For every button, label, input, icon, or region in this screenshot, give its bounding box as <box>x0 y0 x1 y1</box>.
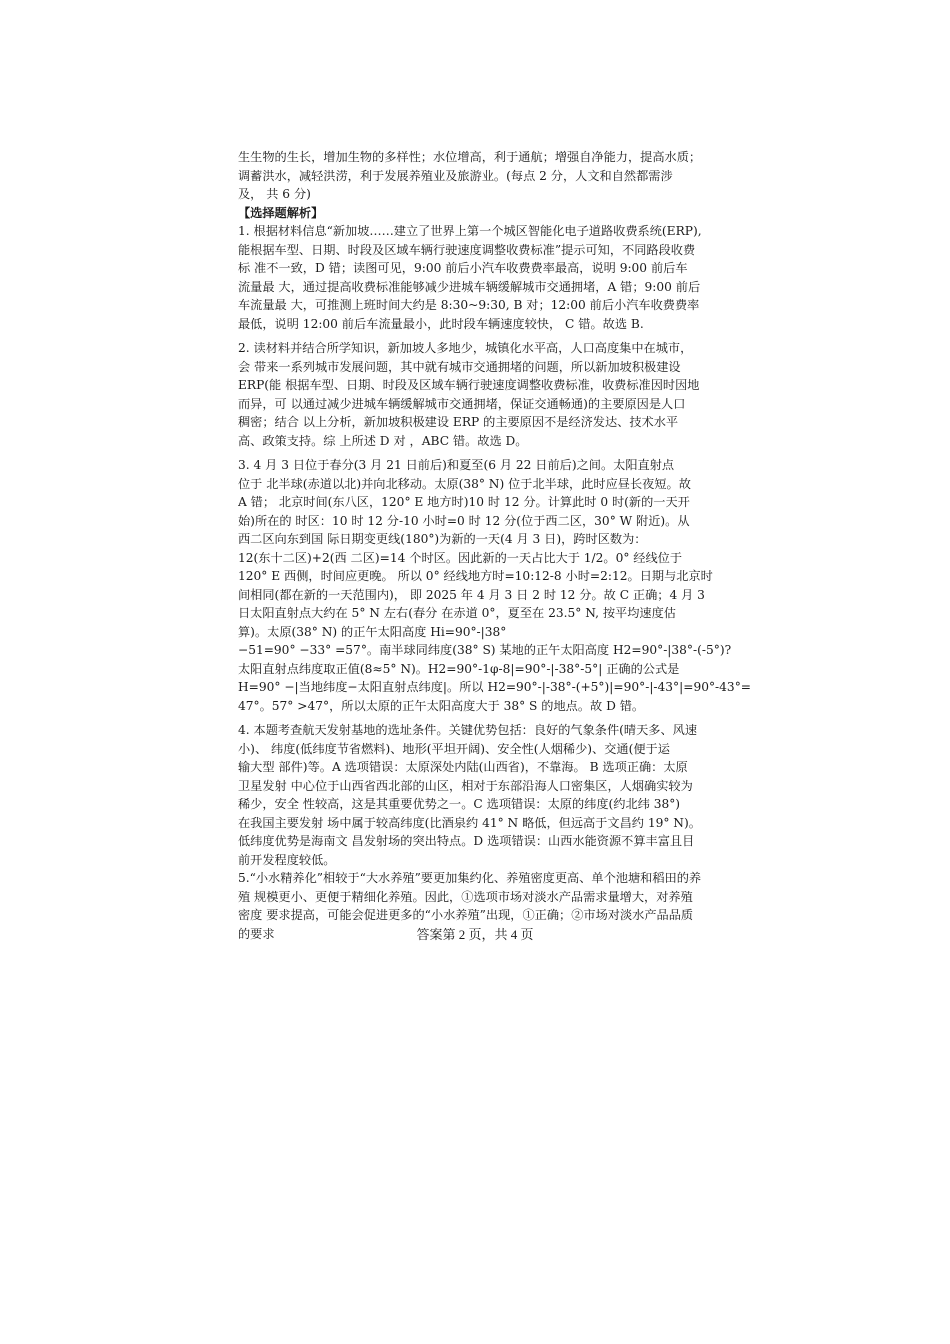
text-line: 始)所在的 时区：10 时 12 分-10 小时=0 时 12 分(位于西二区，30° W 附近)。从 <box>238 513 690 528</box>
text-line: 生生物的生长，增加生物的多样性；水位增高，利于通航；增强自净能力，提高水质； <box>238 150 702 164</box>
text-line: 而异，可 以通过减少进城车辆缓解城市交通拥堵，保证交通畅通)的主要原因是人口 <box>238 396 686 411</box>
text-line: 算)。太原(38° N) 的正午太阳高度 Hi=90°-|38° <box>238 624 507 639</box>
text-line: 在我国主要发射 场中属于较高纬度(比酒泉约 41° N 略低，但远高于文昌约 19° N)。 <box>238 815 701 830</box>
text-line: 47°。57° >47°，所以太原的正午太阳高度大于 38° S 的地点。故 D 错。 <box>238 698 645 713</box>
intro-block <box>238 148 754 204</box>
answer-paragraph-2 <box>238 339 754 450</box>
answer-paragraph-4 <box>238 721 754 869</box>
text-line: 2. 读材料并结合所学知识，新加坡人多地少，城镇化水平高，人口高度集中在城市， <box>238 341 693 355</box>
answer-paragraph-1 <box>238 222 754 333</box>
text-line: 3. 4 月 3 日位于春分(3 月 21 日前后)和夏至(6 月 22 日前后)之间。太阳直射点 <box>238 458 675 472</box>
text-line: 稀少，安全 性较高，这是其重要优势之一。C 选项错误：太原的纬度(约北纬 38°) <box>238 797 681 811</box>
text-line: H=90° −|当地纬度−太阳直射点纬度|。所以 H2=90°-|-38°-(+5°)|=90°-|-43°|=90°-43°= <box>238 680 751 694</box>
text-line: 能根据车型、日期、时段及区域车辆行驶速度调整收费标准”提示可知，不同路段收费 <box>238 242 696 257</box>
text-line: 太阳直射点纬度取正值(8≈5° N)。H2=90°-1φ-8|=90°-|-38°-5°| 正确的公式是 <box>238 661 680 676</box>
text-line: 稠密；结合 以上分析，新加坡积极建设 ERP 的主要原因不是经济发达、技术水平 <box>238 415 679 429</box>
text-line: 输大型 部件)等。A 选项错误：太原深处内陆(山西省)，不靠海。 B 选项正确：太原 <box>238 760 688 774</box>
text-line: 日太阳直射点大约在 5° N 左右(春分 在赤道 0°，夏至在 23.5° N, 按平均速度估 <box>238 606 676 620</box>
text-line: 1. 根据材料信息“新加坡……建立了世界上第一个城区智能化电子道路收费系统(ERP), <box>238 224 702 238</box>
text-line: 会 带来一系列城市发展问题，其中就有城市交通拥堵的问题，所以新加坡积极建设 <box>238 359 681 374</box>
answer-content <box>238 148 754 943</box>
text-line: 车流量最 大，可推测上班时间大约是 8:30~9:30, B 对；12:00 前后小汽车收费费率 <box>238 298 700 312</box>
answer-paragraph-3 <box>238 456 754 715</box>
text-line: 前开发程度较低。 <box>238 852 336 867</box>
text-line: 调蓄洪水，减轻洪涝，利于发展养殖业及旅游业。(每点 2 分，人文和自然都需涉 <box>238 168 673 183</box>
text-line: 低纬度优势是海南文 昌发射场的突出特点。D 选项错误：山西水能资源不算丰富且目 <box>238 834 695 848</box>
text-line: A 错； 北京时间(东八区，120° E 地方时)10 时 12 分。计算此时 0 时(新的一天开 <box>238 495 690 509</box>
text-line: 殖 规模更小、更便于精细化养殖。因此，①选项市场对淡水产品需求量增大，对养殖 <box>238 889 693 904</box>
text-line: 位于 北半球(赤道以北)并向北移动。太原(38° N) 位于北半球，此时应昼长夜短。故 <box>238 476 691 491</box>
text-line: 卫星发射 中心位于山西省西北部的山区，相对于东部沿海人口密集区，人烟确实较为 <box>238 778 693 793</box>
text-line: 最低，说明 12:00 前后车流量最小，此时段车辆速度较快， C 错。故选 B. <box>238 316 644 331</box>
text-line: ERP(能 根据车型、日期、时段及区域车辆行驶速度调整收费标准，收费标准因时因地 <box>238 378 700 392</box>
text-line: 及， 共 6 分) <box>238 187 311 201</box>
text-line: 标 准不一致，D 错；读图可见，9:00 前后小汽车收费费率最高，说明 9:00 前后车 <box>238 261 688 275</box>
text-line: 间相同(都在新的一天范围内)， 即 2025 年 4 月 3 日 2 时 12 分。故 C 正确；4 月 3 <box>238 587 705 602</box>
text-line: 密度 要求提高，可能会促进更多的“小水养殖”出现，①正确；②市场对淡水产品品质 <box>238 908 694 922</box>
text-line: 12(东十二区)+2(西 二区)=14 个时区。因此新的一天占比大于 1/2。0° 经线位于 <box>238 550 683 565</box>
text-line: 4. 本题考查航天发射基地的选址条件。关键优势包括：良好的气象条件(晴天多、风速 <box>238 723 698 737</box>
text-line: 流量最 大，通过提高收费标准能够减少进城车辆缓解城市交通拥堵，A 错；9:00 前后 <box>238 279 701 294</box>
section-heading: 【选择题解析】 <box>238 205 324 220</box>
text-line: 120° E 西侧，时间应更晚。 所以 0° 经线地方时=10:12-8 小时=2:12。日期与北京时 <box>238 569 713 583</box>
text-line: 西二区向东到国 际日期变更线(180°)为新的一天(4 月 3 日)，跨时区数为： <box>238 532 647 546</box>
page-footer: 答案第 2 页，共 4 页 <box>416 927 534 942</box>
text-line: 的要求 <box>238 926 275 941</box>
text-line: 小)、 纬度(低纬度节省燃料)、地形(平坦开阔)、安全性(人烟稀少)、交通(便于运 <box>238 741 670 756</box>
text-line: 高、政策支持。综 上所述 D 对 ，ABC 错。故选 D。 <box>238 433 528 448</box>
text-line: 5.“小水精养化”相较于“大水养殖”要更加集约化、养殖密度更高、单个池塘和稻田的养 <box>238 871 702 885</box>
text-line: −51=90° −33° =57°。南半球同纬度(38° S) 某地的正午太阳高度 H2=90°-|38°-(-5°)? <box>238 643 732 657</box>
